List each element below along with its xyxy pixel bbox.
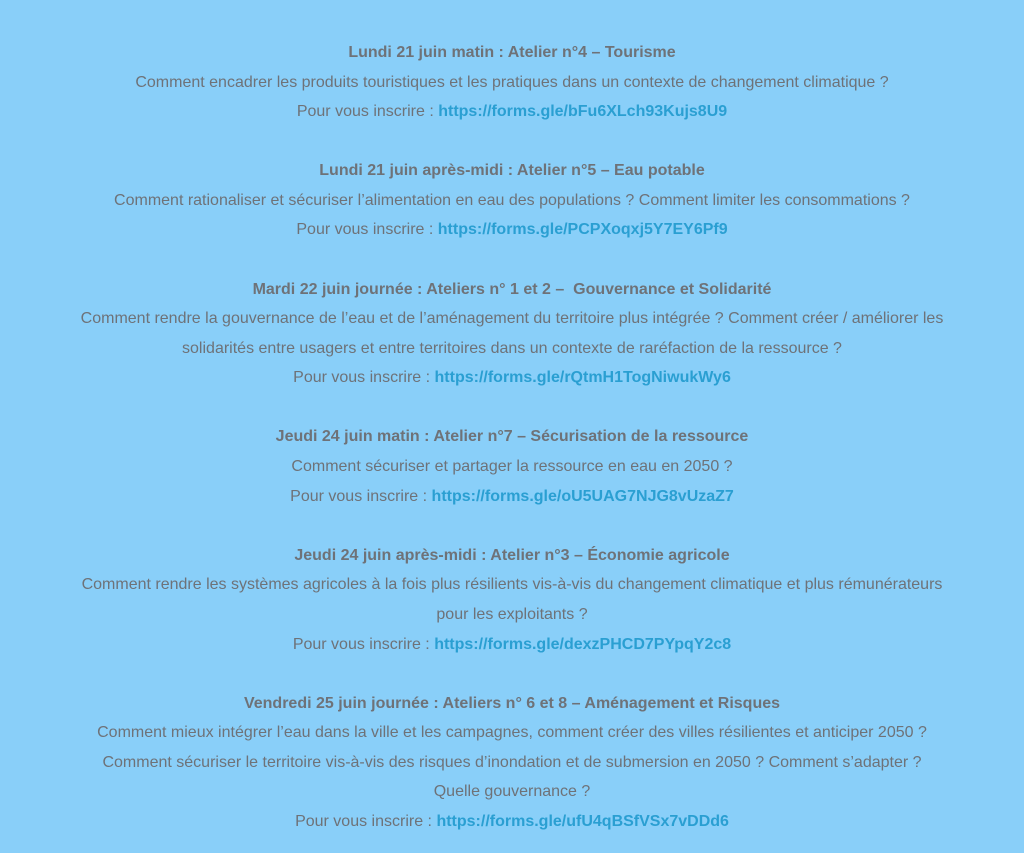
- workshop-description: Comment rendre la gouvernance de l’eau et de l’aménagement du territoire plus intégrée ? Comment créer / améliorer les: [80, 310, 944, 328]
- workshop-description: Comment mieux intégrer l’eau dans la ville et les campagnes, comment créer des villes résilientes et anticiper 2050 ?: [97, 724, 927, 742]
- workshop-description: Comment rationaliser et sécuriser l’alimentation en eau des populations ? Comment limiter les consommations ?: [114, 191, 910, 209]
- registration-line: [0, 807, 1024, 837]
- workshop-description: Comment rendre les systèmes agricoles à la fois plus résilients vis-à-vis du changement climatique et plus rémunérateurs: [81, 576, 943, 594]
- workshop-description: Comment encadrer les produits touristiques et les pratiques dans un contexte de changement climatique ?: [135, 73, 889, 91]
- registration-prefix: Pour vous inscrire :: [290, 487, 432, 505]
- workshop-title: Lundi 21 juin après-midi : Atelier n°5 – Eau potable: [319, 162, 705, 180]
- workshop-block: [0, 689, 1024, 837]
- workshop-block: [0, 156, 1024, 245]
- registration-link[interactable]: https://forms.gle/rQtmH1TogNiwukWy6: [434, 369, 731, 387]
- workshop-title: Jeudi 24 juin après-midi : Atelier n°3 – Économie agricole: [294, 546, 730, 564]
- workshop-title: Lundi 21 juin matin : Atelier n°4 – Tourisme: [348, 44, 676, 61]
- registration-prefix: Pour vous inscrire :: [296, 221, 438, 239]
- workshop-title: Vendredi 25 juin journée : Ateliers n° 6 et 8 – Aménagement et Risques: [243, 694, 781, 712]
- registration-prefix: Pour vous inscrire :: [296, 103, 439, 121]
- registration-prefix: Pour vous inscrire :: [295, 812, 437, 830]
- registration-line: [0, 363, 1024, 393]
- workshop-description: Comment sécuriser et partager la ressource en eau en 2050 ?: [291, 458, 733, 476]
- registration-line: [0, 97, 1024, 127]
- workshop-description: Comment sécuriser le territoire vis-à-vis des risques d’inondation et de submersion en 2050 ? Comment s’adapter ?: [102, 753, 922, 771]
- workshop-block: [0, 275, 1024, 393]
- registration-link[interactable]: https://forms.gle/PCPXoqxj5Y7EY6Pf9: [437, 221, 728, 239]
- workshop-description: solidarités entre usagers et entre territoires dans un contexte de raréfaction de la ressource ?: [182, 339, 842, 357]
- registration-link[interactable]: https://forms.gle/ufU4qBSfVSx7vDDd6: [436, 812, 729, 830]
- workshop-description: Quelle gouvernance ?: [433, 783, 591, 801]
- workshop-block: [0, 422, 1024, 511]
- registration-link[interactable]: https://forms.gle/oU5UAG7NJG8vUzaZ7: [431, 487, 734, 505]
- workshop-title: Mardi 22 juin journée : Ateliers n° 1 et 2 – Gouvernance et Solidarité: [252, 280, 772, 298]
- registration-prefix: Pour vous inscrire :: [293, 369, 435, 387]
- workshop-block: [0, 541, 1024, 659]
- workshop-title: Jeudi 24 juin matin : Atelier n°7 – Sécurisation de la ressource: [275, 428, 749, 446]
- workshop-block: [0, 38, 1024, 127]
- registration-link[interactable]: https://forms.gle/dexzPHCD7PYpqY2c8: [434, 635, 732, 653]
- registration-prefix: Pour vous inscrire :: [292, 635, 435, 653]
- workshop-description: pour les exploitants ?: [436, 605, 588, 623]
- registration-link[interactable]: https://forms.gle/bFu6XLch93Kujs8U9: [438, 103, 728, 121]
- registration-line: [0, 482, 1024, 512]
- registration-line: [0, 630, 1024, 660]
- registration-line: [0, 215, 1024, 245]
